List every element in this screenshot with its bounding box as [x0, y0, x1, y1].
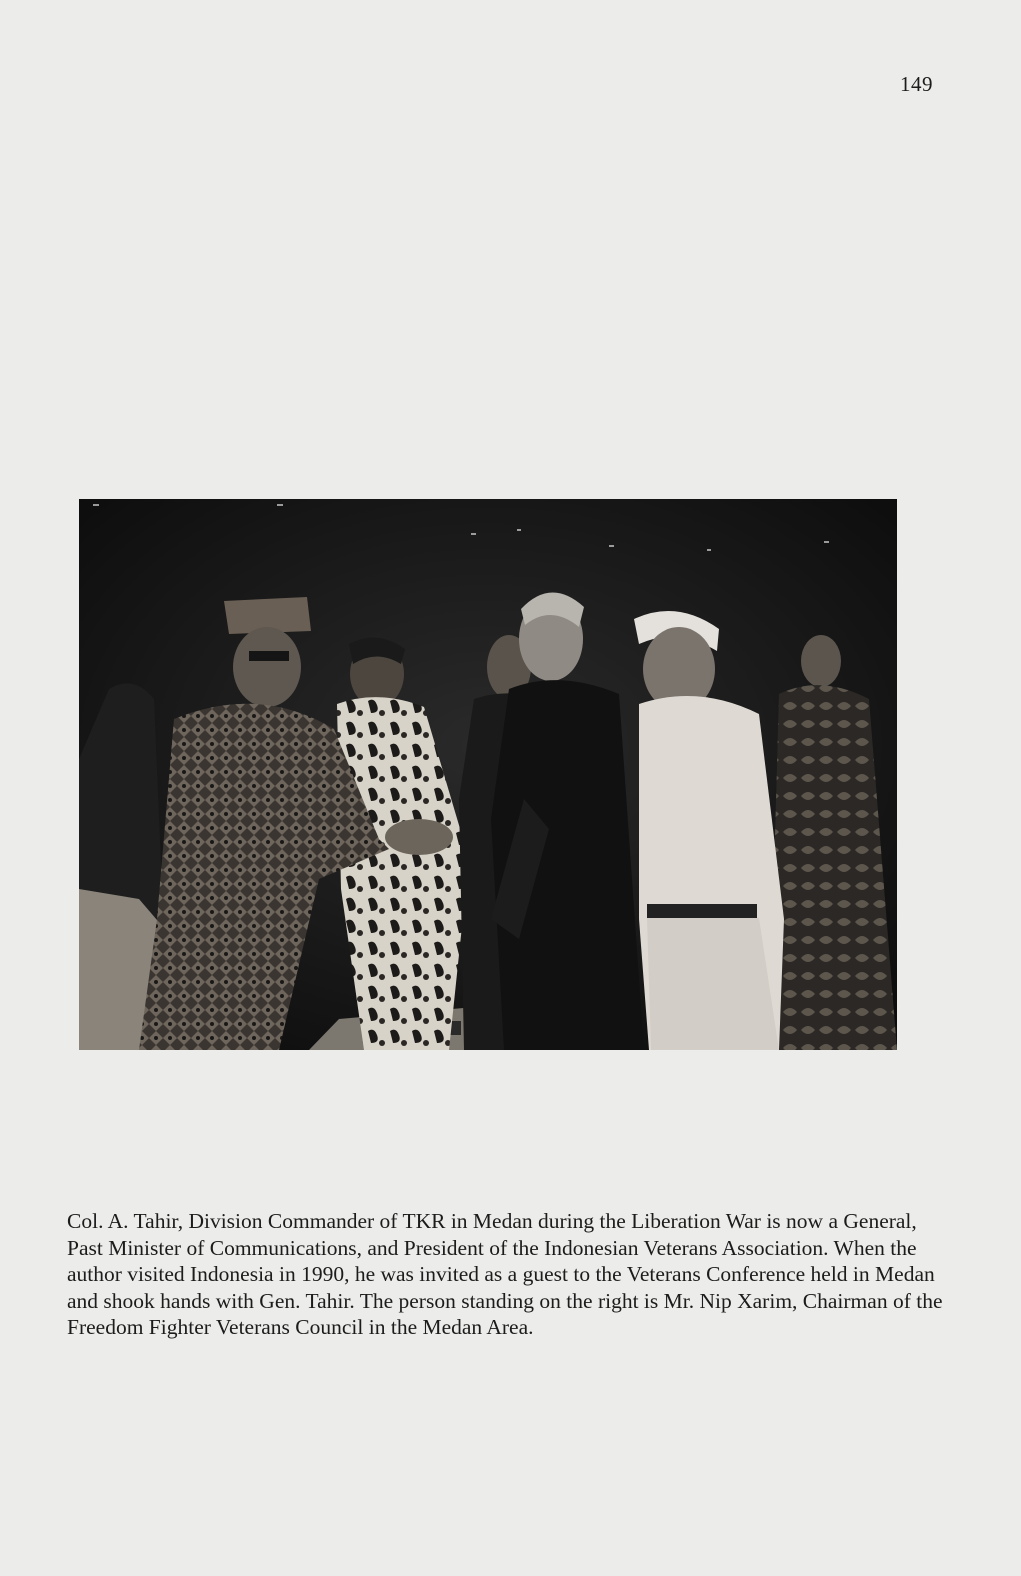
- photograph: [79, 499, 897, 1050]
- page-number: 149: [900, 72, 933, 96]
- photo-caption: Col. A. Tahir, Division Commander of TKR in Medan during the Liberation War is now a General, Past Minister of Communications, and President of the Indonesian Veterans Association. When the author visited Indonesia in 1990, he was invited as a guest to the Veterans Conference held in Medan and shook hands with Gen. Tahir. The person standing on the right is Mr. Nip Xarim, Chairman of the Freedom Fighter Veterans Council in the Medan Area.: [67, 1209, 943, 1339]
- photograph-image: [79, 499, 897, 1050]
